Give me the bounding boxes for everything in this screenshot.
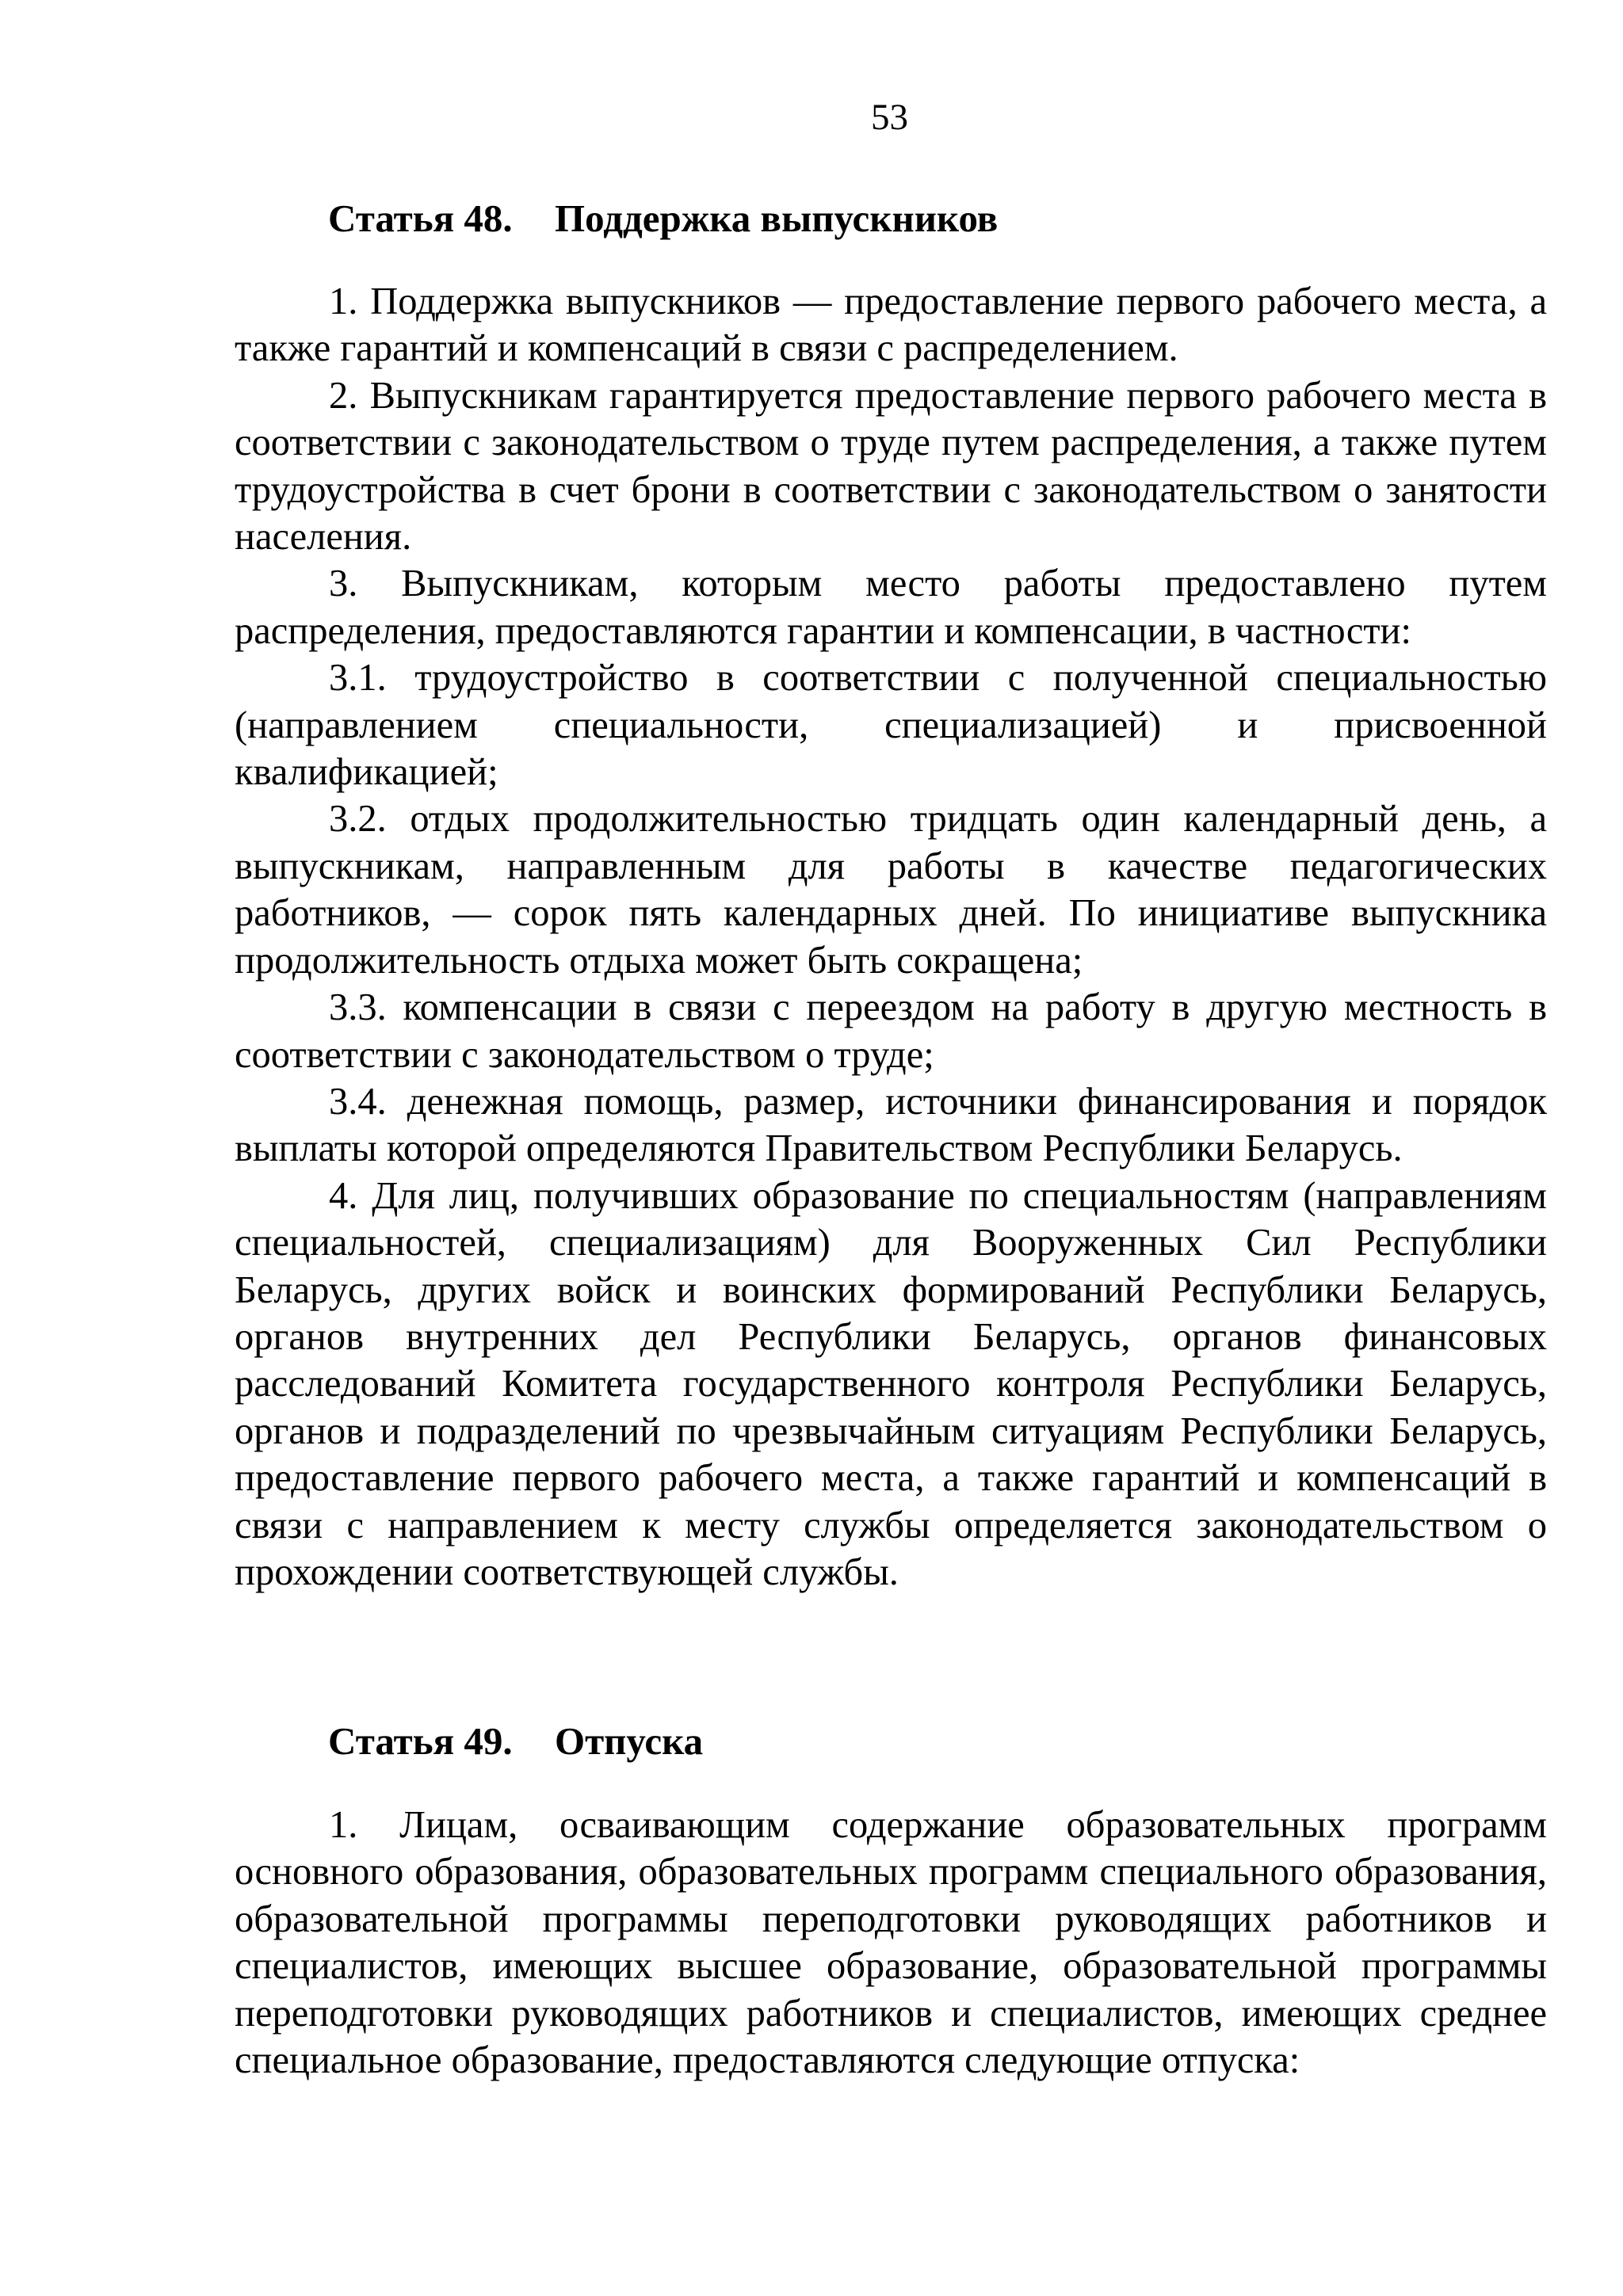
article-48 [235,195,1547,1596]
paragraph: 1. Поддержка выпускников — предоставление первого рабочего места, а также гарантий и компенсаций в связи с распределением. [235,280,1547,370]
article-body [235,278,1547,1596]
paragraph: 3.1. трудоустройство в соответствии с полученной специальностью (направлением специальности, специализацией) и присвоенной квалификацией; [235,657,1547,794]
page-number: 53 [871,97,908,138]
article-49 [235,1718,1547,2084]
paragraph: 4. Для лиц, получивших образование по специальностям (направлениям специальностей, специализациям) для Вооруженных Сил Республики Беларусь, других войск и воинских формирований Республики Беларусь, органов внутренних дел Республики Беларусь, органов финансовых расследований Комитета государственного контроля Республики Беларусь, органов и подразделений по чрезвычайным ситуациям Республики Беларусь, предоставление первого рабочего места, а также гарантий и компенсаций в связи с направлением к месту службы определяется законодательством о прохождении соответствующей службы. [235,1174,1547,1593]
paragraph: 3.4. денежная помощь, размер, источники финансирования и порядок выплаты которой определяются Правительством Республики Беларусь. [235,1080,1547,1170]
article-heading [235,1718,1547,1765]
paragraph: 2. Выпускникам гарантируется предоставление первого рабочего места в соответствии с законодательством о труде путем распределения, а также путем трудоустройства в счет брони в соответствии с законодательством о занятости населения. [235,374,1547,559]
article-body [235,1802,1547,2084]
paragraph: 3. Выпускникам, которым место работы предоставлено путем распределения, предоставляются гарантии и компенсации, в частности: [235,563,1547,652]
article-number: Статья 49. [328,1719,513,1763]
article-title: Поддержка выпускников [555,196,999,240]
article-heading [235,195,1547,242]
paragraph: 1. Лицам, осваивающим содержание образовательных программ основного образования, образовательных программ специального образования, образовательной программы переподготовки руководящих работников и специалистов, имеющих высшее образование, образовательной программы переподготовки руководящих работников и специалистов, имеющих среднее специальное образование, предоставляются следующие отпуска: [235,1804,1547,2082]
paragraph: 3.3. компенсации в связи с переездом на работу в другую местность в соответствии с законодательством о труде; [235,986,1547,1076]
article-title: Отпуска [555,1719,704,1763]
paragraph: 3.2. отдых продолжительностью тридцать один календарный день, а выпускникам, направленным для работы в качестве педагогических работников, — сорок пять календарных дней. По инициативе выпускника продолжительность отдыха может быть сокращена; [235,798,1547,982]
article-number: Статья 48. [328,196,513,240]
